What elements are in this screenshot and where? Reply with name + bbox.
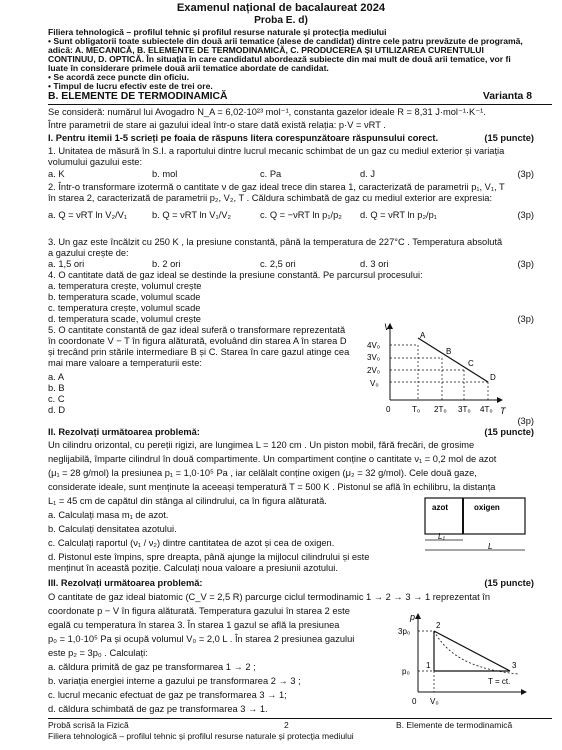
section-title: B. ELEMENTE DE TERMODINAMICĂ <box>48 91 228 102</box>
p2-question-d: d. Pistonul este împins, spre dreapta, până ajunge la mijlocul cilindrului și este <box>48 552 370 562</box>
q4-points: (3p) <box>517 314 534 324</box>
q1-option-d: d. J <box>360 169 375 179</box>
q1-text: 1. Unitatea de măsură în S.I. a raportului dintre lucrul mecanic schimbat de un gaz cu mediul exterior și variația <box>48 146 505 156</box>
p2-question-d: menținut în această poziție. Calculați noua valoare a presiunii azotului. <box>48 563 338 573</box>
ytick-v0: V₀ <box>370 379 379 388</box>
q5-option-d: d. D <box>48 405 66 415</box>
part1-heading: I. Pentru itemii 1-5 scrieți pe foaia de răspuns litera corespunzătoare răspunsului corect. <box>48 133 439 143</box>
ytick-p0: p₀ <box>402 667 410 676</box>
point-d-label: D <box>490 373 496 382</box>
pv-graph <box>400 610 530 708</box>
variant-label: Varianta 8 <box>482 91 532 102</box>
isotherm-label: T = ct. <box>488 677 511 686</box>
p3-question-b: b. variația energiei interne a gazului pe transformarea 2 → 3 ; <box>48 676 301 686</box>
q4-option-d: d. temperatura scade, volumul crește <box>48 314 201 324</box>
intro-relation: Între parametrii de stare ai gazului ideal într-o stare dată există relația: p·V = νRT . <box>48 120 386 130</box>
oxigen-label: oxigen <box>474 503 500 512</box>
p2-question-c: c. Calculați raportul (ν₁ / ν₂) dintre cantitatea de azot și cea de oxigen. <box>48 538 335 548</box>
p3-question-a: a. căldura primită de gaz pe transformarea 1 → 2 ; <box>48 662 256 672</box>
q3-points: (3p) <box>517 259 534 269</box>
q5-option-c: c. C <box>48 394 65 404</box>
q5-option-b: b. B <box>48 383 65 393</box>
p2-text: neglijabilă, împarte cilindrul în două compartimente. Un compartiment conține o cantitate ν₁ = 0,2 mol de azot <box>48 454 497 464</box>
ytick-4v0: 4V₀ <box>367 341 381 350</box>
q1-option-c: c. Pa <box>260 169 282 179</box>
q2-option-d: d. Q = νRT ln p₂/p₁ <box>360 210 437 220</box>
ytick-3v0: 3V₀ <box>367 353 381 362</box>
q3-text: 3. Un gaz este încălzit cu 250 K , la presiune constantă, până la temperatura de 227°C . Temperatura absolută <box>48 237 503 247</box>
q2-text: în starea 2, caracterizată de parametrii p₂, V₂, T . Căldura schimbată de gaz cu mediul exterior are expresia: <box>48 193 493 203</box>
instructions-line: adică: A. MECANICĂ, B. ELEMENTE DE TERMODINAMICĂ, C. PRODUCEREA ȘI UTILIZAREA CURENTULUI <box>48 45 484 55</box>
part2-points: (15 puncte) <box>484 427 534 437</box>
p3-text: egală cu temperatura în starea 3. În starea 1 gazul se află la presiunea <box>48 620 340 630</box>
q3-option-c: c. 2,5 ori <box>260 259 296 269</box>
q1-text: volumului gazului este: <box>48 157 143 167</box>
footer-page: 2 <box>284 720 289 730</box>
exam-title: Examenul național de bacalaureat 2024 <box>176 2 386 14</box>
section-rule <box>48 104 552 105</box>
header-line: Filiera tehnologică – profilul tehnic și profilul resurse naturale și protecția mediului <box>48 27 387 37</box>
ytick-3p0: 3p₀ <box>398 627 411 636</box>
q2-option-a: a. Q = νRT ln V₂/V₁ <box>48 210 128 220</box>
point-1-label: 1 <box>426 661 431 670</box>
footer-bottom: Filiera tehnologică – profilul tehnic și profilul resurse naturale și protecția mediului <box>48 731 354 741</box>
part1-points: (15 puncte) <box>484 133 534 143</box>
cylinder-figure <box>410 496 530 556</box>
point-c-label: C <box>468 359 474 368</box>
p3-text: coordonate p − V în figura alăturată. Temperatura gazului în starea 2 este <box>48 606 350 616</box>
v-axis-label: V <box>384 322 391 332</box>
l1-label: L₁ <box>438 532 445 541</box>
p2-question-b: b. Calculați densitatea azotului. <box>48 524 177 534</box>
p3-text: O cantitate de gaz ideal biatomic (C_V = 2,5 R) parcurge ciclul termodinamic 1 → 2 → 3 → 1 reprezentat în <box>48 592 491 602</box>
q4-text: 4. O cantitate dată de gaz ideal se destinde la presiune constantă. Pe parcursul procesului: <box>48 270 423 280</box>
footer-left: Probă scrisă la Fizică <box>48 720 129 730</box>
point-2-label: 2 <box>436 621 441 630</box>
instructions-line: • Timpul de lucru efectiv este de trei ore. <box>48 81 213 91</box>
q1-option-a: a. K <box>48 169 65 179</box>
q5-text: în coordonate V − T în figura alăturată, evoluând din starea A în starea D <box>48 336 347 346</box>
q5-text: 5. O cantitate constantă de gaz ideal suferă o transformare reprezentată <box>48 325 346 335</box>
vt-graph <box>360 318 510 416</box>
q2-points: (3p) <box>517 210 534 220</box>
p3-text: p₀ = 1,0·10⁵ Pa și ocupă volumul V₀ = 2,0 L . În starea 2 presiunea gazului <box>48 634 355 644</box>
p2-text: (μ₁ = 28 g/mol) la presiunea p₁ = 1,0·10⁵ Pa , iar celălalt conține oxigen (μ₂ = 32 g/mol). Cele două gaze, <box>48 468 477 478</box>
p2-text: L₁ = 45 cm de capătul din stânga al cilindrului, ca în figura alăturată. <box>48 496 327 506</box>
instructions-line: luate în considerare primele două arii tematice abordate de candidat. <box>48 63 329 73</box>
process-line <box>418 338 488 382</box>
xtick-4t0: 4T₀ <box>480 405 493 414</box>
footer-right: B. Elemente de termodinamică <box>396 720 513 730</box>
instructions-line: • Sunt obligatorii toate subiectele din două arii tematice (alese de candidat) dintre cele patru prevăzute de programă, <box>48 36 523 46</box>
q3-option-d: d. 3 ori <box>360 259 389 269</box>
p3-text: este p₂ = 3p₀ . Calculați: <box>48 648 148 658</box>
q5-text: și trecând prin stările intermediare B și C. Starea în care gazul atinge cea <box>48 347 350 357</box>
part3-heading: III. Rezolvați următoarea problemă: <box>48 578 203 588</box>
q5-points: (3p) <box>517 416 534 426</box>
q2-option-c: c. Q = −νRT ln p₁/p₂ <box>260 210 342 220</box>
footer-rule <box>48 718 552 719</box>
p3-question-d: d. căldura schimbată de gaz pe transformarea 3 → 1. <box>48 704 268 714</box>
q5-option-a: a. A <box>48 372 65 382</box>
t-axis-label: T <box>500 406 506 416</box>
xtick-t0: T₀ <box>412 405 421 414</box>
q4-option-b: b. temperatura scade, volumul scade <box>48 292 201 302</box>
p-axis-label: p <box>410 612 416 622</box>
origin-label: 0 <box>412 697 417 706</box>
p2-question-a: a. Calculați masa m₁ de azot. <box>48 510 169 520</box>
exam-subtitle: Proba E. d) <box>254 15 308 26</box>
process-2-3 <box>434 631 510 671</box>
xtick-0: 0 <box>386 405 391 414</box>
part3-points: (15 puncte) <box>484 578 534 588</box>
q2-text: 2. Într-o transformare izotermă o cantitate ν de gaz ideal trece din starea 1, caracterizată de parametrii p₁, V₁, T <box>48 182 505 192</box>
point-a-label: A <box>420 331 426 340</box>
xtick-3t0: 3T₀ <box>458 405 471 414</box>
azot-label: azot <box>432 503 448 512</box>
xtick-2t0: 2T₀ <box>434 405 447 414</box>
point-3-label: 3 <box>512 661 517 670</box>
instructions-line: CONTINUU, D. OPTICĂ. În situația în care candidatul abordează subiecte din mai mult de două arii tematice, vor fi <box>48 54 511 64</box>
q1-points: (3p) <box>517 169 534 179</box>
q1-option-b: b. mol <box>152 169 178 179</box>
instructions-line: • Se acordă zece puncte din oficiu. <box>48 72 190 82</box>
q3-option-b: b. 2 ori <box>152 259 181 269</box>
q2-option-b: b. Q = νRT ln V₁/V₂ <box>152 210 232 220</box>
q4-option-a: a. temperatura crește, volumul crește <box>48 281 202 291</box>
q3-option-a: a. 1,5 ori <box>48 259 85 269</box>
l-label: L <box>488 542 493 551</box>
p3-question-c: c. lucrul mecanic efectuat de gaz pe transformarea 3 → 1; <box>48 690 287 700</box>
q5-text: mai mare valoare a temperaturii este: <box>48 358 202 368</box>
q4-option-c: c. temperatura crește, volumul scade <box>48 303 201 313</box>
point-b-label: B <box>446 347 452 356</box>
p2-text: considerate ideale, sunt menținute la aceeași temperatură T = 500 K . Pistonul se află în echilibru, la distanța <box>48 482 496 492</box>
p2-text: Un cilindru orizontal, cu pereții rigizi, are lungimea L = 120 cm . Un piston mobil, fără frecări, de grosime <box>48 440 475 450</box>
intro-line: Se consideră: numărul lui Avogadro N_A = 6,02·10²³ mol⁻¹, constanta gazelor ideale R = 8,31 J·mol⁻¹·K⁻¹. <box>48 107 486 117</box>
xtick-v0: V₀ <box>430 697 439 706</box>
ytick-2v0: 2V₀ <box>367 366 381 375</box>
q3-text: a gazului crește de: <box>48 248 129 258</box>
part2-heading: II. Rezolvați următoarea problemă: <box>48 427 200 437</box>
